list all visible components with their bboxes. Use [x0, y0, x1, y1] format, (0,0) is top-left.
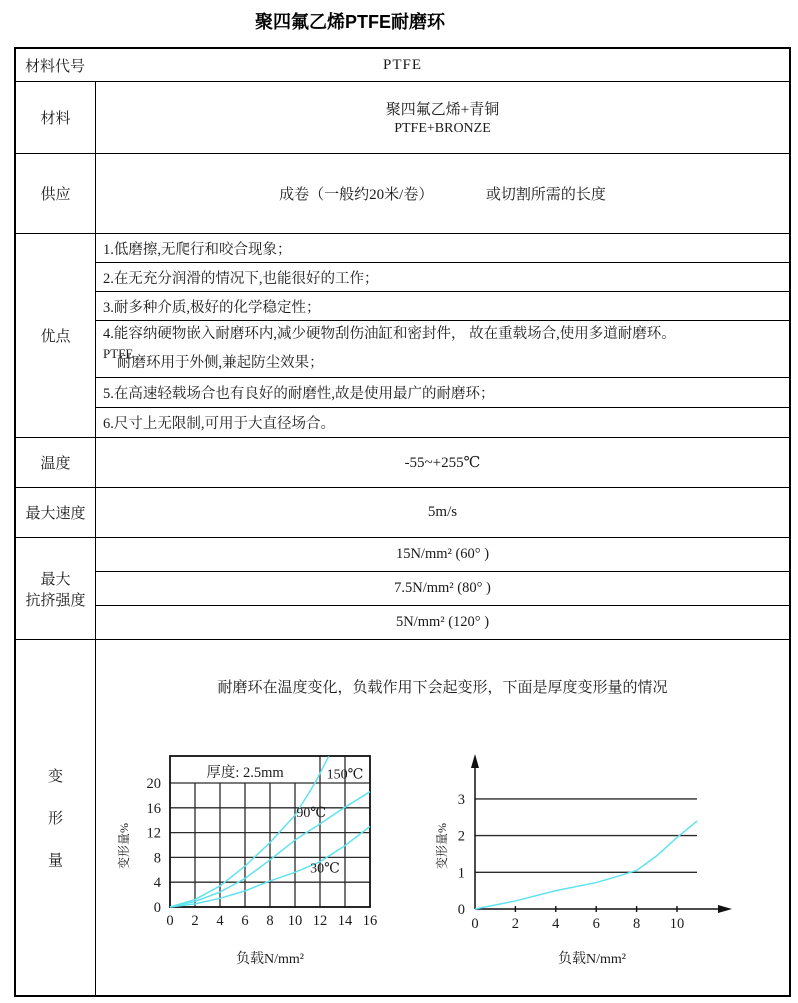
- table-row-advantages: [16, 234, 789, 438]
- advantage-item: 3.耐多种介质,极好的化学稳定性；: [96, 292, 789, 321]
- table-row-supply: [16, 154, 789, 234]
- svg-text:厚度: 2.5mm: 厚度: 2.5mm: [206, 765, 284, 781]
- svg-text:16: 16: [146, 800, 161, 817]
- material-en: PTFE+BRONZE: [394, 121, 491, 136]
- row-value-material-code: PTFE: [382, 56, 422, 73]
- svg-text:变形量%: 变形量%: [435, 823, 449, 869]
- advantage-item-line: 耐磨环用于外侧,兼起防尘效果；: [117, 355, 324, 371]
- row-label-max-strength: [16, 538, 96, 639]
- row-label-advantages: 优点: [16, 234, 96, 437]
- advantage-item: [96, 321, 789, 378]
- svg-text:150℃: 150℃: [326, 767, 364, 783]
- row-label-line: 最大: [40, 571, 71, 588]
- svg-text:变形量%: 变形量%: [117, 823, 131, 869]
- svg-text:2: 2: [457, 828, 465, 845]
- row-value-supply: 成卷（一般约20米/卷） 或切割所需的长度: [279, 187, 606, 203]
- strength-item: 7.5N/mm² (80° ): [96, 572, 789, 606]
- svg-text:1: 1: [457, 865, 465, 882]
- svg-text:10: 10: [669, 916, 685, 932]
- row-label-char: 变: [47, 769, 63, 785]
- svg-text:4: 4: [552, 916, 560, 932]
- row-value-max-speed: 5m/s: [427, 504, 458, 520]
- svg-text:90℃: 90℃: [296, 806, 327, 822]
- row-label-deformation: [16, 640, 96, 995]
- advantages-list: [96, 234, 789, 437]
- table-row-material-code: [16, 49, 789, 82]
- row-value-material: [96, 82, 789, 153]
- svg-text:12: 12: [146, 825, 161, 842]
- advantage-item: 5.在高速轻载场合也有良好的耐磨性,故是使用最广的耐磨环；: [96, 378, 789, 408]
- svg-text:12: 12: [312, 913, 328, 929]
- strength-item: 15N/mm² (60° ): [96, 538, 789, 572]
- row-label-temperature: 温度: [16, 438, 96, 487]
- svg-text:4: 4: [216, 913, 224, 929]
- strength-list: [96, 538, 789, 639]
- table-row-deformation: [16, 640, 789, 995]
- strength-item: 5N/mm² (120° ): [395, 614, 490, 630]
- svg-text:3: 3: [457, 791, 465, 808]
- advantage-item-line: 4.能容纳硬物嵌入耐磨环内,减少硬物刮伤油缸和密封件， 故在重载场合,使用多道耐磨环。: [103, 326, 676, 342]
- spec-table: [14, 47, 791, 997]
- svg-text:14: 14: [337, 913, 353, 929]
- row-label-char: 形: [47, 811, 63, 827]
- material-cn: 聚四氟乙烯+青铜: [385, 102, 500, 118]
- svg-text:6: 6: [241, 913, 249, 929]
- svg-text:20: 20: [146, 776, 161, 792]
- row-label-line: 抗挤强度: [25, 592, 86, 609]
- svg-text:负载N/mm²: 负载N/mm²: [558, 952, 626, 967]
- page-title: 聚四氟乙烯PTFE耐磨环: [254, 12, 445, 32]
- svg-text:2: 2: [191, 913, 199, 929]
- row-label-supply: 供应: [16, 154, 96, 233]
- row-label-max-speed: 最大速度: [16, 488, 96, 537]
- advantage-item: 1.低磨擦,无爬行和咬合现象；: [96, 234, 789, 263]
- svg-text:2: 2: [511, 916, 520, 932]
- deformation-content: [96, 640, 789, 995]
- svg-text:0: 0: [471, 916, 479, 932]
- svg-text:30℃: 30℃: [310, 861, 340, 877]
- svg-text:负载N/mm²: 负载N/mm²: [236, 952, 304, 967]
- advantage-item-line: PTFE: [103, 346, 134, 361]
- table-row-max-speed: [16, 488, 789, 538]
- deformation-description: 耐磨环在温度变化，负载作用下会起变形，下面是厚度变形量的情况: [217, 680, 668, 696]
- svg-text:10: 10: [287, 913, 303, 929]
- svg-text:6: 6: [592, 916, 600, 932]
- svg-text:0: 0: [457, 902, 465, 918]
- row-value-temperature: -55~+255℃: [404, 455, 481, 471]
- svg-text:0: 0: [153, 900, 161, 916]
- svg-text:8: 8: [632, 916, 641, 932]
- advantage-item: 2.在无充分润滑的情况下,也能很好的工作；: [96, 263, 789, 292]
- svg-text:0: 0: [166, 913, 174, 929]
- svg-text:8: 8: [266, 913, 274, 929]
- svg-text:16: 16: [362, 913, 378, 929]
- svg-text:4: 4: [153, 875, 161, 892]
- deformation-chart-single-curve: [430, 746, 750, 979]
- table-row-max-strength: [16, 538, 789, 640]
- row-label-material: 材料: [16, 82, 96, 153]
- table-row-temperature: [16, 438, 789, 488]
- advantage-item: 6.尺寸上无限制,可用于大直径场合。: [103, 416, 335, 432]
- row-label-material-code: 材料代号: [25, 58, 86, 75]
- deformation-chart-multi-temperature: [114, 746, 404, 979]
- table-row-material: [16, 82, 789, 154]
- svg-text:8: 8: [153, 850, 161, 867]
- row-label-char: 量: [47, 853, 63, 869]
